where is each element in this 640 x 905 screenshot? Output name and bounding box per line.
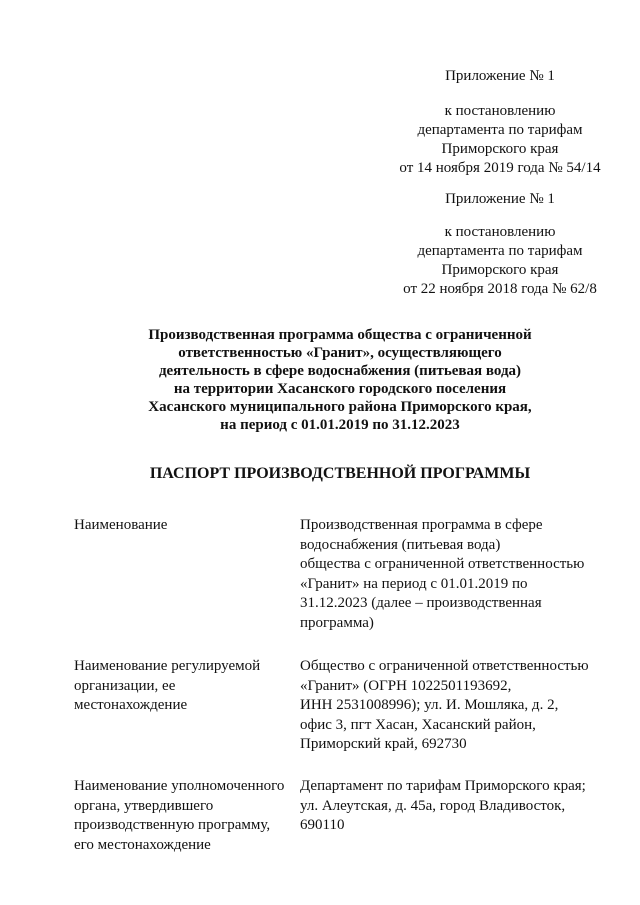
value-line: общества с ограниченной ответственностью: [300, 556, 585, 572]
row-label: [74, 777, 289, 855]
title-line: Производственная программа общества с ограниченной: [148, 327, 532, 343]
appendix-original-header: [380, 190, 620, 299]
appendix-line: к постановлению: [444, 103, 556, 119]
label-line: органа, утвердившего: [74, 797, 214, 814]
appendix-line: Приморского края: [441, 262, 559, 278]
label-line: производственную программу,: [74, 817, 271, 833]
row-value: [300, 516, 620, 633]
title-line: ответственностью «Гранит», осуществляющего: [178, 345, 502, 361]
value-line: «Гранит» (ОГРН 1022501193692,: [300, 677, 512, 694]
title-line: деятельность в сфере водоснабжения (питьевая вода): [158, 363, 522, 379]
row-value: [300, 657, 620, 755]
label-line: Наименование уполномоченного: [74, 778, 285, 794]
appendix-line: департамента по тарифам: [417, 122, 583, 138]
appendix-heading: Приложение № 1: [445, 191, 555, 207]
row-label: [74, 516, 289, 536]
title-line: Хасанского муниципального района Приморского края,: [148, 399, 532, 415]
value-line: офис 3, пгт Хасан, Хасанский район,: [300, 716, 536, 733]
value-line: 690110: [300, 817, 345, 833]
appendix-date-line: от 22 ноября 2018 года № 62/8: [403, 281, 597, 297]
label-line: организации, ее: [74, 677, 176, 694]
label-line: Наименование регулируемой: [74, 658, 261, 674]
label-line: местонахождение: [74, 697, 188, 713]
row-label: [74, 657, 289, 716]
value-line: программа): [300, 614, 374, 631]
appendix-heading: Приложение № 1: [445, 68, 555, 84]
label-line: его местонахождение: [74, 836, 211, 853]
appendix-line: департамента по тарифам: [417, 243, 583, 259]
value-line: 31.12.2023 (далее – производственная: [300, 595, 542, 611]
value-line: Производственная программа в сфере: [300, 517, 543, 533]
label-line: Наименование: [74, 517, 168, 533]
document-title: [90, 326, 590, 434]
value-line: Общество с ограниченной ответственностью: [300, 658, 589, 674]
value-line: Приморский край, 692730: [300, 736, 467, 752]
appendix-date-line: от 14 ноября 2019 года № 54/14: [399, 160, 601, 176]
value-line: водоснабжения (питьевая вода): [300, 536, 501, 553]
appendix-line: Приморского края: [441, 141, 559, 157]
passport-heading: ПАСПОРТ ПРОИЗВОДСТВЕННОЙ ПРОГРАММЫ: [149, 465, 531, 482]
title-line: на территории Хасанского городского поселения: [173, 381, 507, 397]
appendix-current-header: [380, 67, 620, 178]
row-value: [300, 777, 620, 836]
value-line: ул. Алеутская, д. 45а, город Владивосток,: [300, 797, 566, 814]
appendix-line: к постановлению: [444, 224, 556, 240]
value-line: ИНН 2531008996); ул. И. Мошляка, д. 2,: [300, 697, 559, 713]
value-line: «Гранит» на период с 01.01.2019 по: [300, 575, 528, 592]
value-line: Департамент по тарифам Приморского края;: [300, 778, 586, 794]
title-line: на период с 01.01.2019 по 31.12.2023: [220, 417, 460, 433]
